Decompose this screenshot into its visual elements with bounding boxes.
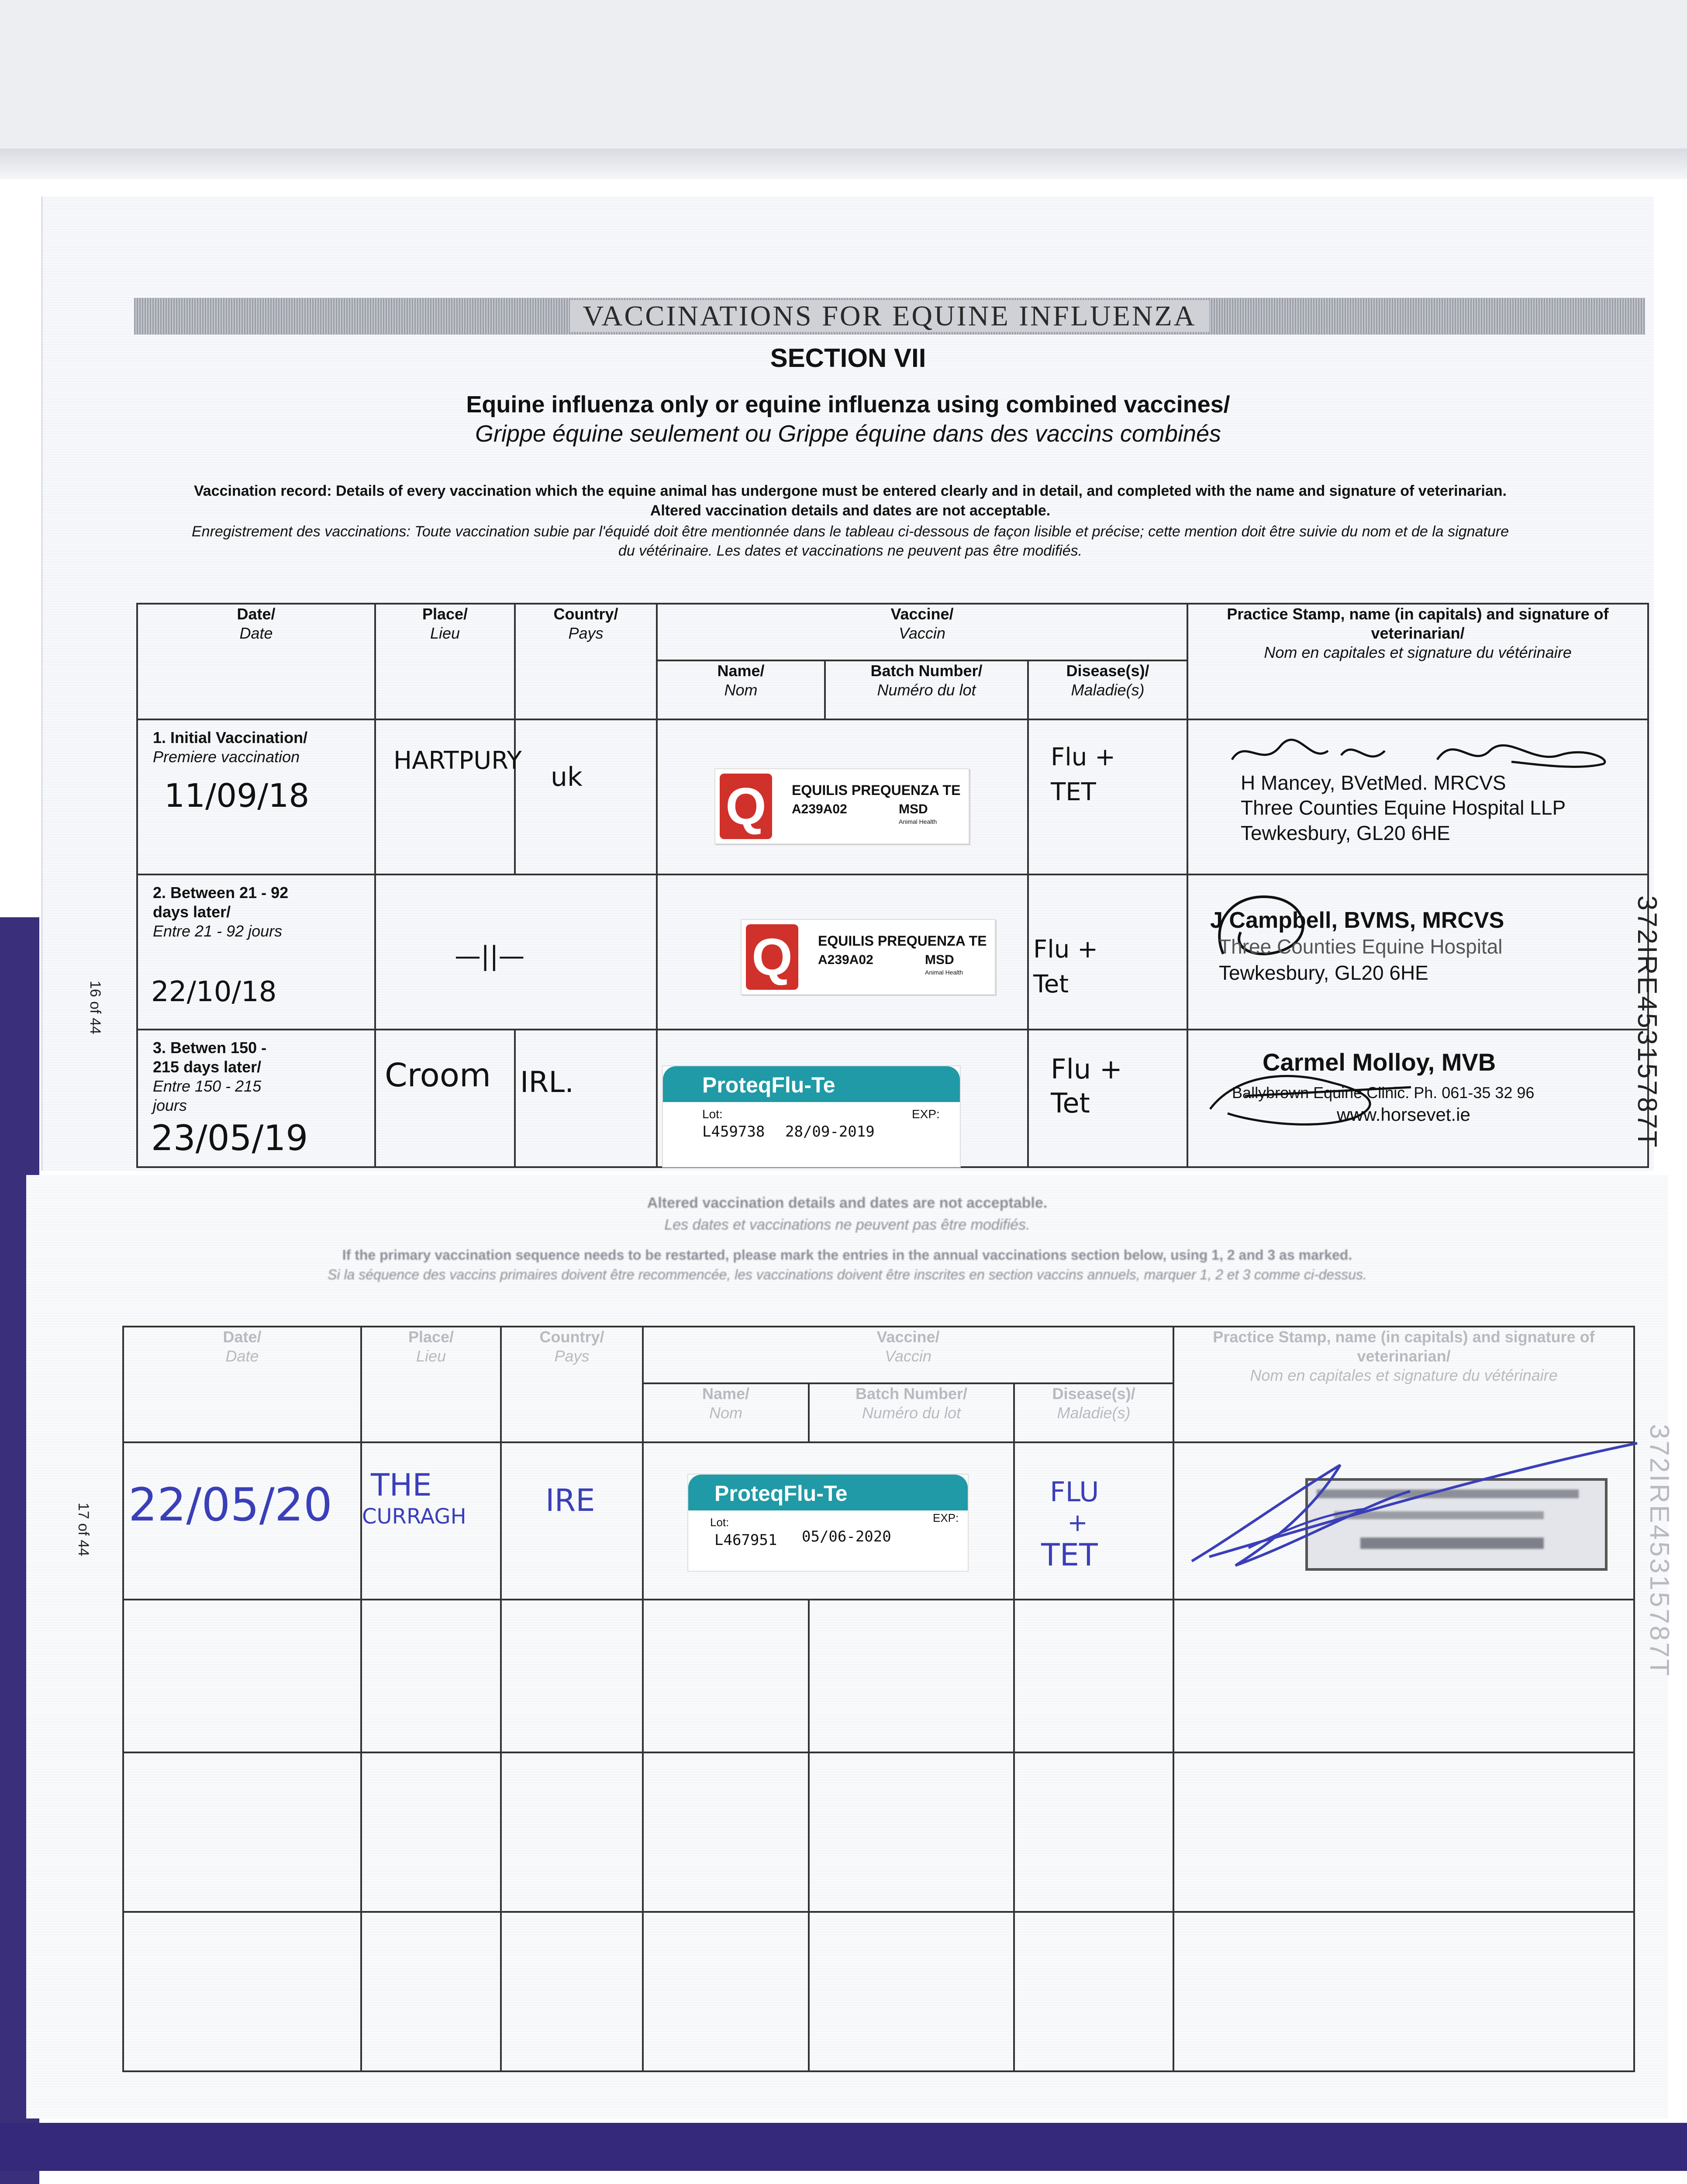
row3-date-cell: 3. Betwen 150 - 215 days later/ Entre 150 - 215 jours 23/05/19 <box>137 1030 375 1167</box>
sticker-exp-caption: EXP: <box>933 1511 959 1524</box>
sticker-exp-caption: EXP: <box>912 1107 940 1121</box>
header-vaccine: Vaccine/ Vaccin <box>657 604 1187 660</box>
cover-purple-bottom <box>0 2123 1687 2171</box>
empty-cell[interactable] <box>809 1600 1014 1752</box>
row1-stamp-cell <box>1187 719 1648 874</box>
row1-disease-cell <box>1028 719 1187 874</box>
row2-place-cell <box>375 874 657 1030</box>
header-stamp: Practice Stamp, name (in capitals) and signature of veterinarian/ Nom en capitales et signature du vétérinaire <box>1173 1327 1634 1442</box>
row3-country-cell <box>515 1030 657 1167</box>
sticker-product: ProteqFlu-Te <box>714 1481 848 1506</box>
row2-date: 22/10/18 <box>151 976 277 1008</box>
sticker-brand-sub: Animal Health <box>899 818 937 825</box>
row3-country: IRL. <box>520 1065 574 1099</box>
empty-cell[interactable] <box>361 1752 501 1912</box>
sticker-brand: MSD <box>925 953 954 967</box>
sticker-lot-caption: Lot: <box>710 1516 729 1529</box>
row1-country: uk <box>551 762 583 792</box>
row2-place: —||— <box>455 941 525 971</box>
faded-notice-2: Les dates et vaccinations ne peuvent pas être modifiés. <box>664 1216 1030 1233</box>
empty-cell[interactable] <box>361 1600 501 1752</box>
empty-cell[interactable] <box>501 1752 643 1912</box>
header-name: Name/ Nom <box>643 1383 809 1442</box>
empty-cell[interactable] <box>1014 1600 1173 1752</box>
signature-mancey <box>1228 729 1621 777</box>
vet-address: Tewkesbury, GL20 6HE <box>1241 822 1450 844</box>
section-heading: SECTION VII <box>770 343 926 373</box>
sticker-brand-sub: Animal Health <box>925 969 963 976</box>
q-logo-icon: Q <box>720 774 772 839</box>
vaccination-table-top <box>136 603 1649 1168</box>
header-batch: Batch Number/ Numéro du lot <box>825 660 1028 719</box>
sticker-brand: MSD <box>899 802 928 816</box>
signature-blue <box>1183 1439 1646 1596</box>
table-row <box>123 1912 1634 2071</box>
row4-stamp-cell <box>1173 1442 1634 1600</box>
sticker-lot: L467951 <box>714 1531 777 1549</box>
passport-id: 372IRE45315787T <box>1632 895 1662 1149</box>
row3-stamp-cell <box>1187 1030 1648 1167</box>
header-country: Country/ Pays <box>515 604 657 719</box>
row1-disease: Flu + TET <box>1051 743 1115 806</box>
row3-date: 23/05/19 <box>151 1118 308 1158</box>
row2-disease-cell <box>1028 874 1187 1030</box>
empty-cell[interactable] <box>361 1912 501 2071</box>
row4-place-1: THE <box>371 1467 432 1503</box>
row4-country: IRE <box>545 1482 595 1518</box>
vaccination-table-bottom <box>122 1326 1635 2072</box>
empty-cell[interactable] <box>1173 1752 1634 1912</box>
vet-practice: Three Counties Equine Hospital <box>1219 935 1503 958</box>
row3-place: Croom <box>385 1057 491 1094</box>
vet-name: J Campbell, BVMS, MRCVS <box>1210 908 1504 933</box>
table-row <box>123 1600 1634 1752</box>
row4-date: 22/05/20 <box>128 1478 333 1531</box>
vet-web: www.horsevet.ie <box>1337 1104 1470 1125</box>
proteq-sticker <box>662 1065 961 1168</box>
vet-name: Carmel Molloy, MVB <box>1263 1048 1496 1076</box>
passport-id-ghost: 372IRE45315787T <box>1644 1424 1674 1678</box>
empty-cell[interactable] <box>643 1600 809 1752</box>
header-disease: Disease(s)/ Maladie(s) <box>1028 660 1187 719</box>
empty-cell[interactable] <box>643 1912 809 2071</box>
vaccine-sticker <box>741 919 996 995</box>
row3-disease-cell <box>1028 1030 1187 1167</box>
sticker-batch: A239A02 <box>818 953 873 967</box>
row4-country-cell <box>501 1442 643 1600</box>
empty-cell[interactable] <box>809 1912 1014 2071</box>
sticker-product: ProteqFlu-Te <box>702 1073 835 1097</box>
title-banner <box>134 298 1645 335</box>
empty-cell[interactable] <box>123 1752 361 1912</box>
sticker-lot: L459738 <box>702 1123 765 1140</box>
proteq-sticker <box>687 1474 969 1572</box>
vet-address: Tewkesbury, GL20 6HE <box>1219 961 1428 984</box>
empty-cell[interactable] <box>501 1912 643 2071</box>
header-place: Place/ Lieu <box>375 604 515 719</box>
header-batch: Batch Number/ Numéro du lot <box>809 1383 1014 1442</box>
page-number-16: 16 of 44 <box>87 981 103 1034</box>
empty-cell[interactable] <box>643 1752 809 1912</box>
faded-notice-3: If the primary vaccination sequence needs to be restarted, please mark the entries in the annual vaccinations section below, using 1, 2 and 3 as marked. <box>342 1247 1352 1263</box>
banner-title: VACCINATIONS FOR EQUINE INFLUENZA <box>570 300 1210 332</box>
faded-notice-4: Si la séquence des vaccins primaires doivent être recommencée, les vaccinations doivent être inscrites en section vaccins annuels, marquer 1, 2 et 3 comme ci-dessus. <box>328 1267 1367 1282</box>
page-16 <box>41 197 1662 1171</box>
row4-disease-3: TET <box>1041 1537 1098 1573</box>
vet-name: H Mancey, BVetMed. MRCVS <box>1241 771 1506 794</box>
empty-cell[interactable] <box>1014 1752 1173 1912</box>
vaccine-sticker <box>714 768 969 844</box>
header-disease: Disease(s)/ Maladie(s) <box>1014 1383 1173 1442</box>
page-17 <box>26 1175 1674 2118</box>
faded-notice-1: Altered vaccination details and dates are not acceptable. <box>647 1195 1048 1211</box>
table-row <box>137 719 1648 874</box>
row3-disease: Flu + Tet <box>1051 1053 1122 1119</box>
table-row <box>123 1752 1634 1912</box>
header-vaccine: Vaccine/ Vaccin <box>643 1327 1173 1383</box>
row1-date: 11/09/18 <box>164 777 310 815</box>
instructions-fr-1: Enregistrement des vaccinations: Toute vaccination subie par l'équidé doit être mentionnée dans le tableau ci-dessous de façon lisible et précise; cette mention doit être suivie du nom et de la signature <box>191 523 1509 540</box>
vet-practice: Ballybrown Equine Clinic. Ph. 061-35 32 96 <box>1232 1084 1535 1102</box>
row1-date-cell: 1. Initial Vaccination/ Premiere vaccination 11/09/18 <box>137 719 375 874</box>
empty-cell[interactable] <box>123 1600 361 1752</box>
proteq-banner <box>663 1066 960 1102</box>
row3-vaccine-cell <box>657 1030 1028 1167</box>
sticker-exp: 05/06-2020 <box>802 1528 891 1545</box>
subtitle-fr: Grippe équine seulement ou Grippe équine dans des vaccins combinés <box>475 421 1221 447</box>
q-logo-icon: Q <box>746 924 798 990</box>
header-place: Place/ Lieu <box>361 1327 501 1442</box>
row4-place-cell <box>361 1442 501 1600</box>
empty-cell[interactable] <box>1173 1912 1634 2071</box>
empty-cell[interactable] <box>501 1600 643 1752</box>
table-row <box>137 1030 1648 1167</box>
instructions-fr-2: du vétérinaire. Les dates et vaccinations ne peuvent pas être modifiés. <box>618 543 1083 559</box>
row4-place-2: CURRAGH <box>362 1504 466 1529</box>
empty-cell[interactable] <box>809 1752 1014 1912</box>
table-row <box>137 874 1648 1030</box>
row2-date-cell: 2. Between 21 - 92 days later/ Entre 21 - 92 jours 22/10/18 <box>137 874 375 1030</box>
row2-disease: Flu + Tet <box>1033 935 1098 999</box>
cover-edge <box>0 149 1687 179</box>
instructions-en-1: Vaccination record: Details of every vaccination which the equine animal has undergone must be entered clearly and in detail, and completed with the name and signature of veterinarian. <box>194 483 1507 499</box>
sticker-lot-caption: Lot: <box>702 1107 723 1121</box>
row2-stamp-cell <box>1187 874 1648 1030</box>
row4-vaccine-cell <box>643 1442 1014 1600</box>
row1-country-cell <box>515 719 657 874</box>
subtitle-en: Equine influenza only or equine influenza using combined vaccines/ <box>466 391 1230 418</box>
header-name: Name/ Nom <box>657 660 825 719</box>
instructions-en-2: Altered vaccination details and dates are not acceptable. <box>650 502 1051 519</box>
proteq-banner <box>688 1475 968 1510</box>
row1-vaccine-cell <box>657 719 1028 874</box>
row4-disease-1: FLU <box>1050 1476 1099 1508</box>
row4-date-cell <box>123 1442 361 1600</box>
header-date: Date/ Date <box>123 1327 361 1442</box>
page-number-17: 17 of 44 <box>75 1503 92 1556</box>
empty-cell[interactable] <box>123 1912 361 2071</box>
sticker-batch: A239A02 <box>792 802 847 816</box>
header-country: Country/ Pays <box>501 1327 643 1442</box>
row1-place-cell <box>375 719 522 874</box>
empty-cell[interactable] <box>1173 1600 1634 1752</box>
row4-disease-2: + <box>1067 1509 1088 1537</box>
empty-cell[interactable] <box>1014 1912 1173 2071</box>
sticker-product: EQUILIS PREQUENZA TE <box>818 933 987 949</box>
row3-place-cell <box>375 1030 515 1167</box>
row1-place: HARTPURY <box>393 746 522 775</box>
sticker-product: EQUILIS PREQUENZA TE <box>792 782 961 798</box>
row4-disease-cell <box>1014 1442 1173 1600</box>
sticker-exp: 28/09-2019 <box>785 1123 875 1140</box>
header-stamp: Practice Stamp, name (in capitals) and signature of veterinarian/ Nom en capitales et signature du vétérinaire <box>1187 604 1648 719</box>
table-row <box>123 1442 1634 1600</box>
header-date: Date/ Date <box>137 604 375 719</box>
row2-vaccine-cell <box>657 874 1028 1030</box>
vet-practice: Three Counties Equine Hospital LLP <box>1241 796 1566 819</box>
